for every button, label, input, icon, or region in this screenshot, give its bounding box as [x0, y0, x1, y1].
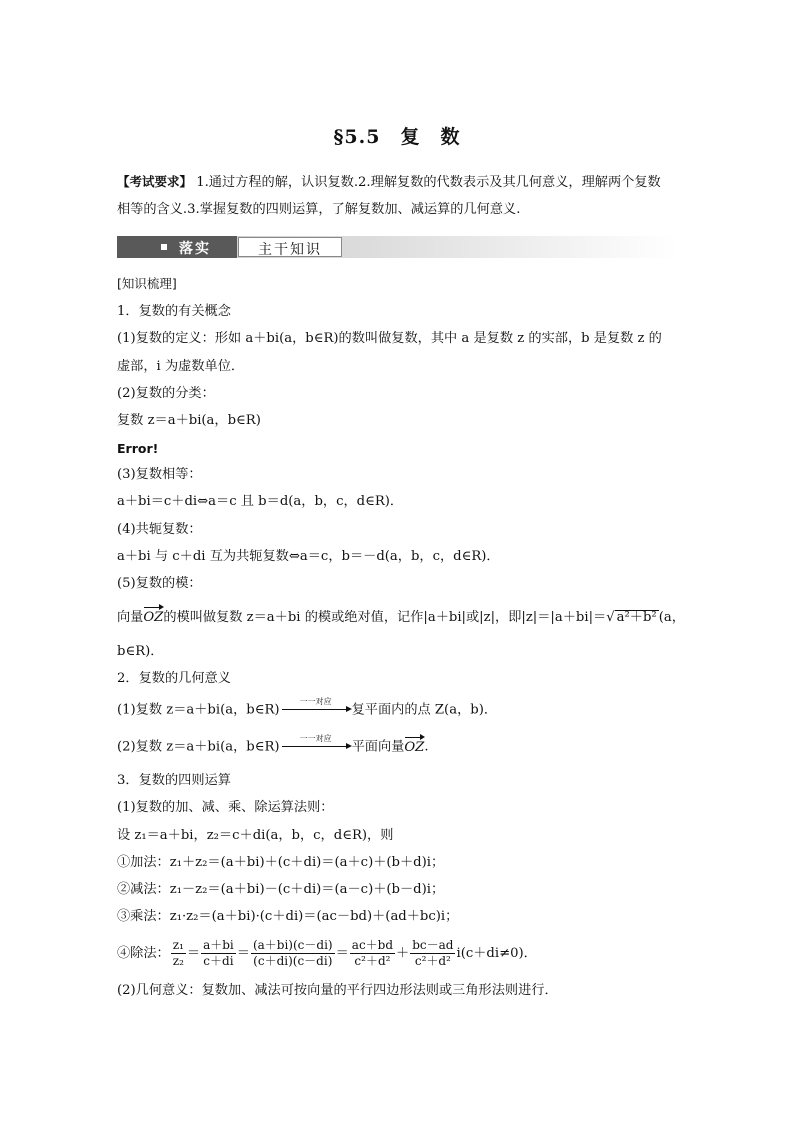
subtraction-rule: ②减法：z₁－z₂＝(a＋bi)－(c＋di)＝(a－c)＋(b－d)i； [117, 882, 445, 897]
section-2-title: 2．复数的几何意义 [117, 671, 231, 686]
operations-title: (1)复数的加、减、乘、除运算法则： [117, 800, 334, 815]
banner-box-label: 主干知识 [258, 242, 322, 258]
fraction-denominator: z₂ [172, 954, 184, 968]
fraction-numerator: (a＋bi)(c－di) [252, 938, 333, 952]
fraction-denominator: (c＋di)(c－di) [253, 954, 333, 968]
banner-dark-block [117, 236, 237, 258]
conjugate-title: (4)共轭复数： [117, 522, 202, 537]
fraction-imag-part [410, 938, 455, 969]
page-title: §5.5 复 数 [333, 126, 461, 148]
geometric-operations: (2)几何意义：复数加、减法可按向量的平行四边形法则或三角形法则进行． [117, 983, 558, 998]
modulus-pre: 向量 [117, 610, 144, 625]
fraction-numerator: a＋bi [203, 938, 234, 952]
square-bullet-icon [161, 244, 167, 250]
classification-title: (2)复数的分类： [117, 386, 215, 401]
fraction-expanded [251, 938, 335, 969]
section-1-title: 1．复数的有关概念 [117, 304, 231, 319]
complex-definition-line1: (1)复数的定义：形如 a＋bi(a，b∈R)的数叫做复数，其中 a 是复数 z 的实部，b 是复数 z 的 [117, 331, 662, 346]
modulus-post: (a， [658, 610, 685, 625]
exam-requirements-label: 【考试要求】 [117, 174, 193, 189]
correspondence-arrow [280, 734, 352, 756]
modulus-line1 [117, 609, 685, 627]
arrow-right-icon [282, 746, 346, 747]
fraction-real-part [350, 938, 395, 969]
exam-requirements-text1: 1.通过方程的解，认识复数.2.理解复数的代数表示及其几何意义，理解两个复数 [192, 175, 661, 190]
geometric-meaning-2 [117, 734, 429, 757]
fraction-denominator: c²＋d² [354, 954, 391, 968]
section-banner [117, 236, 677, 258]
classification-line: 复数 z＝a＋bi(a，b∈R) [117, 413, 261, 428]
modulus-title: (5)复数的模： [117, 576, 202, 591]
geo2-pre: (2)复数 z＝a＋bi(a，b∈R) [117, 739, 280, 755]
geo1-post: 复平面内的点 Z(a，b)． [351, 702, 498, 718]
vector-oz: OZ [404, 739, 425, 755]
multiplication-rule: ③乘法：z₁·z₂＝(a＋bi)·(c＋di)＝(ac－bd)＋(ad＋bc)i； [117, 909, 459, 924]
modulus-line2: b∈R)． [117, 644, 164, 659]
conjugate-line: a＋bi 与 c＋di 互为共轭复数⇔a＝c，b＝－d(a，b，c，d∈R)． [117, 549, 500, 564]
fraction-numerator: ac＋bd [351, 938, 394, 952]
modulus-sqrt: a²＋b² [616, 610, 657, 625]
banner-dark-label: 落实 [179, 241, 211, 257]
division-tail: i(c＋di≠0)． [456, 946, 537, 961]
modulus-mid: 的模叫做复数 z＝a＋bi 的模或绝对值，记作|a＋bi|或|z|，即|z|＝|a＋bi|＝ [163, 610, 607, 625]
correspondence-label: 一一对应 [299, 697, 332, 706]
geo2-post: 平面向量 [351, 739, 405, 755]
addition-rule: ①加法：z₁＋z₂＝(a＋bi)＋(c＋di)＝(a＋c)＋(b＋d)i； [117, 855, 445, 870]
sqrt-sign-icon: √ [606, 610, 615, 625]
fraction-z1-z2 [171, 938, 186, 969]
geometric-meaning-1 [117, 697, 498, 720]
complex-definition-line2: 虚部，i 为虚数单位． [117, 359, 245, 374]
division-label: ④除法： [117, 946, 170, 961]
fraction-numerator: bc－ad [412, 938, 454, 952]
correspondence-label: 一一对应 [299, 734, 332, 743]
arrow-right-icon [282, 709, 346, 710]
fraction-ab-cd [201, 938, 236, 969]
equality-title: (3)复数相等： [117, 467, 202, 482]
section-3-title: 3．复数的四则运算 [117, 773, 231, 788]
operations-let: 设 z₁＝a＋bi，z₂＝c＋di(a，b，c，d∈R)，则 [117, 828, 394, 843]
correspondence-arrow [280, 697, 352, 719]
geo2-dot: . [424, 739, 429, 755]
vector-oz: OZ [143, 610, 164, 625]
fraction-denominator: c＋di [203, 954, 234, 968]
exam-requirements-line1 [117, 173, 661, 192]
fraction-denominator: c²＋d² [414, 954, 451, 968]
division-rule: ④除法： $\frac{\text{z₁}}{\text{z₂}}$ ＝ $\frac{a+bi}{c+di}$ ＝ $\frac{(a+bi)(c-di)}{(c+di)(c-di)}$ ＝ $\frac{ac+bd}{\text{c²＋d²}}$ ＋ $\frac{bc-ad}{\text{c²＋d²}}$ i(c＋di≠0)． [117, 938, 537, 968]
knowledge-heading: [知识梳理] [117, 276, 177, 291]
error-text: Error! [117, 441, 159, 456]
geo1-pre: (1)复数 z＝a＋bi(a，b∈R) [117, 702, 280, 718]
banner-box [238, 237, 342, 257]
fraction-numerator: z₁ [172, 938, 184, 952]
exam-requirements-line2: 相等的含义.3.掌握复数的四则运算，了解复数加、减运算的几何意义. [117, 202, 521, 217]
equality-line: a＋bi＝c＋di⇔a＝c 且 b＝d(a，b，c，d∈R)． [117, 494, 404, 509]
